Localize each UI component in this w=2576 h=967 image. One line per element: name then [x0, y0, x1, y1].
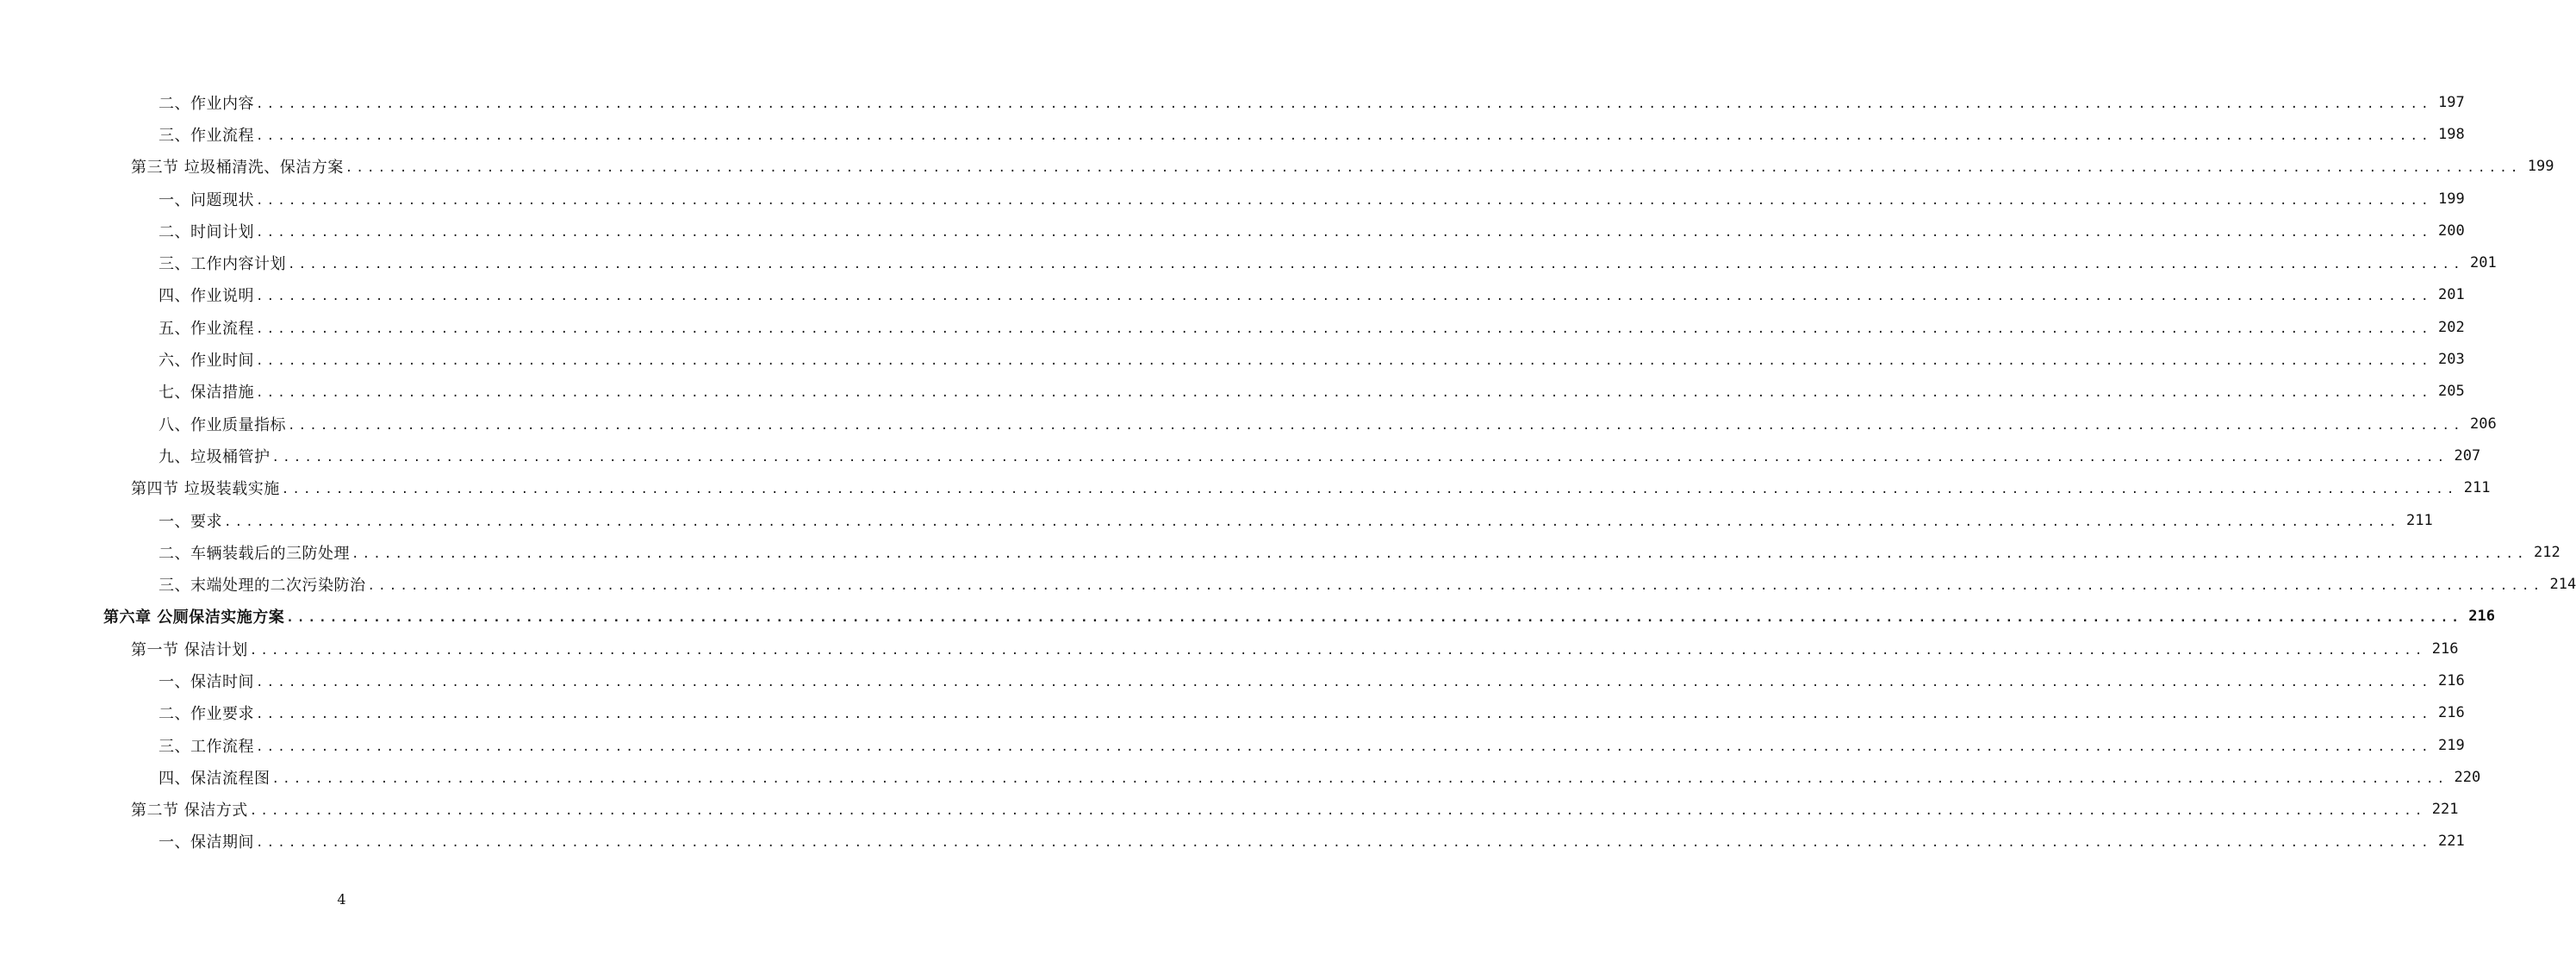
- toc-entry-page: 216: [2438, 704, 2465, 722]
- toc-entry[interactable]: [0, 408, 2497, 440]
- toc-entry[interactable]: [0, 86, 2465, 118]
- toc-entry-title: 第四节 垃圾装载实施: [131, 480, 280, 499]
- toc-entry-title: 三、工作内容计划: [159, 255, 286, 274]
- toc-entry-title: 五、作业流程: [159, 319, 254, 338]
- toc-dot-leader: ........................................................................................................................................................................................................: [256, 708, 2432, 722]
- toc-entry[interactable]: [0, 633, 2459, 664]
- toc-dot-leader: ........................................................................................................................................................................................................: [352, 546, 2528, 561]
- toc-entry[interactable]: [0, 504, 2433, 536]
- toc-entry-page: 201: [2470, 254, 2497, 272]
- toc-entry-title: 二、时间计划: [159, 222, 254, 241]
- toc-entry-title: 三、末端处理的二次污染防治: [159, 577, 366, 596]
- toc-entry-page: 200: [2438, 221, 2465, 240]
- toc-entry-page: 199: [2527, 158, 2554, 176]
- toc-entry-title: 六、作业时间: [159, 352, 254, 371]
- toc-dot-leader: ........................................................................................................................................................................................................: [256, 739, 2432, 754]
- toc-entry-title: 二、作业内容: [159, 94, 254, 113]
- toc-entry[interactable]: [0, 794, 2459, 826]
- toc-entry-title: 四、作业说明: [159, 287, 254, 306]
- toc-dot-leader: ........................................................................................................................................................................................................: [345, 161, 2522, 176]
- toc-dot-leader: ........................................................................................................................................................................................................: [224, 515, 2400, 529]
- toc-entry[interactable]: [0, 376, 2465, 408]
- toc-entry[interactable]: [0, 151, 2554, 183]
- toc-dot-leader: ........................................................................................................................................................................................................: [256, 675, 2432, 689]
- toc-dot-leader: ........................................................................................................................................................................................................: [288, 258, 2464, 272]
- toc-entry[interactable]: [0, 568, 2576, 600]
- toc-entry[interactable]: [0, 246, 2497, 278]
- toc-entry-page: 219: [2438, 736, 2465, 754]
- toc-entry-title: 一、保洁期间: [159, 833, 254, 852]
- toc-entry-page: 221: [2438, 833, 2465, 851]
- toc-entry-title: 一、问题现状: [159, 190, 254, 209]
- toc-entry-title: 三、工作流程: [159, 737, 254, 756]
- toc-dot-leader: ........................................................................................................................................................................................................: [256, 128, 2432, 143]
- toc-entry[interactable]: [0, 343, 2465, 375]
- toc-entry-page: 201: [2438, 286, 2465, 304]
- toc-entry-page: 216: [2431, 639, 2459, 658]
- toc-entry-title: 一、要求: [159, 512, 222, 531]
- toc-entry-page: 220: [2454, 768, 2481, 786]
- toc-entry[interactable]: [0, 279, 2465, 311]
- toc-entry[interactable]: [0, 664, 2465, 696]
- toc-dot-leader: ........................................................................................................................................................................................................: [367, 579, 2544, 594]
- toc-dot-leader: ........................................................................................................................................................................................................: [256, 97, 2432, 111]
- toc-entry-page: 205: [2438, 383, 2465, 401]
- toc-entry-title: 第三节 垃圾桶清洗、保洁方案: [131, 159, 344, 178]
- toc-entry-page: 206: [2470, 415, 2497, 433]
- toc-entry-page: 211: [2463, 479, 2491, 497]
- toc-dot-leader: ........................................................................................................................................................................................................: [249, 643, 2426, 658]
- toc-entry-title: 一、保洁时间: [159, 672, 254, 691]
- toc-entry-title: 二、作业要求: [159, 705, 254, 724]
- toc-entry[interactable]: [0, 472, 2491, 504]
- toc-entry[interactable]: [0, 118, 2465, 150]
- toc-entry-page: 203: [2438, 351, 2465, 369]
- toc-entry-page: 197: [2438, 93, 2465, 111]
- toc-dot-leader: ........................................................................................................................................................................................................: [256, 290, 2432, 304]
- toc-entry[interactable]: [0, 729, 2465, 761]
- toc-entry-title: 第一节 保洁计划: [131, 640, 248, 659]
- toc-entry-title: 九、垃圾桶管护: [159, 447, 271, 466]
- toc-dot-leader: ........................................................................................................................................................................................................: [256, 386, 2432, 401]
- toc-dot-leader: ........................................................................................................................................................................................................: [286, 611, 2463, 626]
- toc-entry[interactable]: [0, 826, 2465, 858]
- toc-entry-page: 221: [2431, 801, 2459, 819]
- toc-entry-page: 216: [2438, 671, 2465, 689]
- toc-entry[interactable]: [0, 601, 2496, 633]
- toc-entry[interactable]: [0, 536, 2560, 568]
- toc-dot-leader: ........................................................................................................................................................................................................: [256, 836, 2432, 851]
- toc-entry-title: 四、保洁流程图: [159, 769, 271, 788]
- table-of-contents: [0, 86, 2576, 858]
- toc-entry-title: 七、保洁措施: [159, 384, 254, 402]
- toc-dot-leader: ........................................................................................................................................................................................................: [249, 804, 2426, 819]
- toc-dot-leader: ........................................................................................................................................................................................................: [271, 771, 2448, 786]
- toc-entry[interactable]: [0, 761, 2481, 793]
- toc-entry[interactable]: [0, 697, 2465, 729]
- toc-dot-leader: ........................................................................................................................................................................................................: [256, 354, 2432, 369]
- toc-dot-leader: ........................................................................................................................................................................................................: [271, 450, 2448, 465]
- toc-entry-page: 202: [2438, 318, 2465, 336]
- toc-entry-title: 二、车辆装载后的三防处理: [159, 544, 350, 563]
- toc-dot-leader: ........................................................................................................................................................................................................: [281, 483, 2458, 497]
- toc-entry-page: 214: [2549, 576, 2576, 594]
- toc-entry-title: 三、作业流程: [159, 126, 254, 145]
- toc-entry-title: 第六章 公厕保洁实施方案: [103, 608, 285, 627]
- toc-dot-leader: ........................................................................................................................................................................................................: [288, 418, 2464, 433]
- toc-entry-page: 199: [2438, 190, 2465, 208]
- toc-entry[interactable]: [0, 183, 2465, 215]
- toc-entry-page: 212: [2534, 543, 2560, 561]
- page-number: 4: [337, 891, 346, 908]
- toc-dot-leader: ........................................................................................................................................................................................................: [256, 193, 2432, 208]
- toc-entry-title: 第二节 保洁方式: [131, 802, 248, 820]
- toc-entry-title: 八、作业质量指标: [159, 415, 286, 434]
- toc-dot-leader: ........................................................................................................................................................................................................: [256, 225, 2432, 240]
- toc-entry-page: 211: [2406, 511, 2433, 529]
- toc-entry[interactable]: [0, 311, 2465, 343]
- toc-entry-page: 207: [2454, 446, 2481, 465]
- toc-entry[interactable]: [0, 440, 2481, 471]
- toc-entry-page: 198: [2438, 125, 2465, 143]
- toc-dot-leader: ........................................................................................................................................................................................................: [256, 321, 2432, 336]
- toc-entry[interactable]: [0, 215, 2465, 246]
- toc-entry-page: 216: [2468, 608, 2496, 626]
